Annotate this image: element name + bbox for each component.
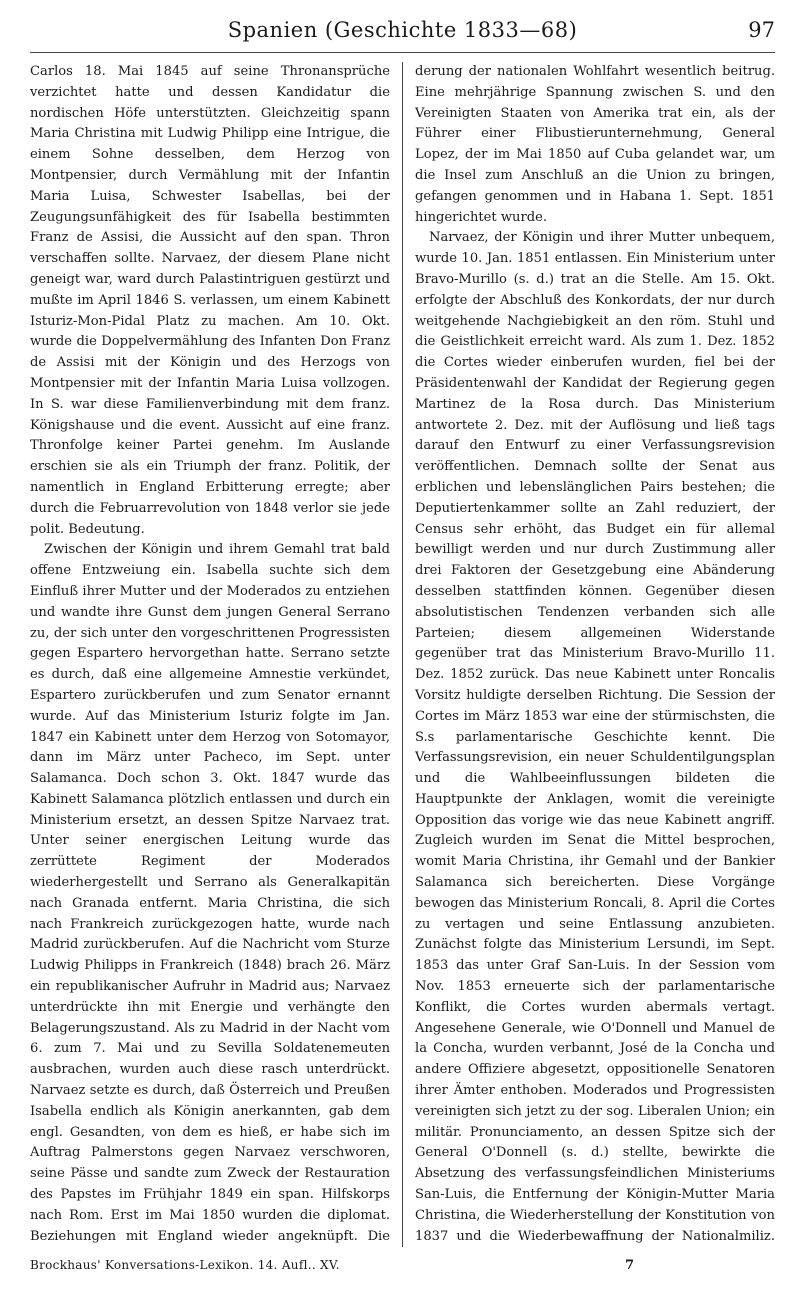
paragraph: derung der nationalen Wohlfahrt wesentlich beitrug. Eine mehrjährige Spannung zwischen S. und den Vereinigten Staaten von Amerika trat ein, als der Führer einer Flibustierunternehmung, General Lopez, der im Mai 1850 auf Cuba gelandet war, um die Insel zum Anschluß an die Union zu bringen, gefangen genommen und in Habana 1. Sept. 1851 hingerichtet wurde. [415,64,775,225]
left-column [30,62,390,1247]
paragraph: Narvaez, der Königin und ihrer Mutter unbequem, wurde 10. Jan. 1851 entlassen. Ein Ministerium unter Bravo-Murillo (s. d.) trat an die Stelle. Am 15. Okt. erfolgte der Abschluß des Konkordats, der nur durch weitgehende Nachgiebigkeit an den röm. Stuhl und die Geistlichkeit erreicht ward. Als zum 1. Dez. 1852 die Cortes wieder einberufen wurden, fiel bei der Präsidentenwahl der Kandidat der Regierung gegen Martinez de la Rosa durch. Das Ministerium antwortete 2. Dez. mit der Auflösung und ließ tags darauf den Entwurf zu einer Verfassungsrevision veröffentlichen. Demnach sollte der Senat aus erblichen und lebenslänglichen Pairs bestehen; die Deputiertenkammer sollte an Zahl reduziert, der Census sehr erhöht, das Budget ein für allemal bewilligt werden und nur durch Zustimmung aller drei Faktoren der Gesetzgebung eine Abänderung desselben stattfinden können. Gegenüber diesen absolutistischen Tendenzen verbanden sich alle Parteien; diesem allgemeinen Widerstande gegenüber trat das Ministerium Bravo-Murillo 11. Dez. 1852 zurück. Das neue Kabinett unter Roncalis Vorsitz huldigte derselben Richtung. Die Session der Cortes im März 1853 war eine der stürmischsten, die S.s parlamentarische Geschichte kennt. Die Verfassungsrevision, ein neuer Schuldentilgungsplan und die Wahlbeeinflussungen bildeten die Hauptpunkte der Anklagen, womit die vereinigte Opposition das vorige wie das neue Kabinett angriff. Zugleich wurden im Senat die Mittel besprochen, womit Maria Christina, ihr Gemahl und der Bankier Salamanca sich bereicherten. Diese Vorgänge bewogen das Ministerium Roncali, 8. April die Cortes zu vertagen und seine Entlassung anzubieten. Zunächst folgte das Ministerium Lersundi, im Sept. 1853 das unter Graf San-Luis. In der Session vom Nov. 1853 erneuerte sich der parlamentarische Konflikt, die Cortes wurden abermals vertagt. Angesehene Generale, wie O'Donnell und Manuel de la Concha, wurden verbannt, José de la Concha und andere Offiziere abgesetzt, oppositionelle Senatoren ihrer Ämter enthoben. Moderados und Progressisten vereinigten sich jetzt zu der sog. Liberalen Union; ein militär. Pronunciamento, an dessen Spitze sich der General O'Donnell (s. d.) stellte, bewirkte die Absetzung des verfassungsfeindlichen Ministeriums San-Luis, die Entfernung der Königin-Mutter Maria Christina, die Wiederherstellung der Konstitution von 1837 und die Wiederbewaffnung der Nationalmiliz. [415,230,775,1244]
paragraph: Zwischen der Königin und ihrem Gemahl trat bald offene Entzweiung ein. Isabella suchte sich dem Einfluß ihrer Mutter und der Moderados zu entziehen und wandte ihre Gunst dem jungen General Serrano zu, der sich unter den vorgeschrittenen Progressisten gegen Espartero hervorgethan hatte. Serrano setzte es durch, daß eine allgemeine Amnestie verkündet, Espartero zurückberufen und zum Senator ernannt wurde. Auf das Ministerium Isturiz folgte im Jan. 1847 ein Kabinett unter dem Herzog von Sotomayor, dann im März unter Pacheco, im Sept. unter Salamanca. Doch schon 3. Okt. 1847 wurde das Kabinett Salamanca plötzlich entlassen und durch ein Ministerium ersetzt, an dessen Spitze Narvaez trat. Unter seiner energischen Leitung wurde das zerrüttete Regiment der Moderados wiederhergestellt und Serrano als Generalkapitän nach Granada entfernt. Maria Christina, die sich nach Frankreich zurückgezogen hatte, wurde nach Madrid zurückberufen. Auf die Nachricht vom Sturze Ludwig Philipps in Frankreich (1848) brach 26. März ein republikanischer Aufruhr in Madrid aus; Narvaez unterdrückte ihn mit Energie und verhängte den Belagerungszustand. Als zu Madrid in der Nacht vom 6. zum 7. Mai und zu Sevilla Soldatenemeuten ausbrachen, wurden auch diese rasch unterdrückt. Narvaez setzte es durch, daß Österreich und Preußen Isabella endlich als Königin anerkannten, gab dem engl. Gesandten, von dem es hieß, er habe sich im Auftrag Palmerstons gegen Narvaez verschworen, seine Pässe und sandte zum Zweck der Restauration des Papstes im Frühjahr 1849 ein span. Hilfskorps nach Rom. Erst im Mai 1850 wurden die diplomat. Beziehungen mit England wieder angeknüpft. Die [30,542,390,1244]
paragraph: Carlos 18. Mai 1845 auf seine Thronansprüche verzichtet hatte und dessen Kandidatur die nordischen Höfe unterstützten. Gleichzeitig spann Maria Christina mit Ludwig Philipp eine Intrigue, die einem Sohne desselben, dem Herzog von Montpensier, durch Vermählung mit der Infantin Maria Luisa, Schwester Isabellas, bei der Zeugungsunfähigkeit des für Isabella bestimmten Franz de Assisi, die Aussicht auf den span. Thron verschaffen sollte. Narvaez, der diesem Plane nicht geneigt war, ward durch Palastintriguen gestürzt und mußte im April 1846 S. verlassen, um einem Kabinett Isturiz-Mon-Pidal Platz zu machen. Am 10. Okt. wurde die Doppelvermählung des Infanten Don Franz de Assisi mit der Königin und des Herzogs von Montpensier mit der Infantin Maria Luisa vollzogen. In S. war diese Familienverbindung mit dem franz. Königshause und die event. Aussicht auf eine franz. Thronfolge keiner Partei genehm. Im Auslande erschien sie als ein Triumph der franz. Politik, der namentlich in England Erbitterung erregte; aber durch die Februarrevolution von 1848 verlor sie jede polit. Bedeutung. [30,64,390,537]
imprint-line: Brockhaus' Konversations-Lexikon. 14. Aufl.. XV. [30,1258,340,1272]
page-header [30,8,775,53]
right-column [415,62,775,1247]
page-number: 97 [748,18,775,42]
running-head: Spanien (Geschichte 1833—68) [227,18,578,42]
page [30,8,775,1298]
column-divider [402,62,403,1247]
text-columns [30,62,775,1247]
page-footer [30,1258,775,1288]
sheet-signature: 7 [625,1258,635,1273]
